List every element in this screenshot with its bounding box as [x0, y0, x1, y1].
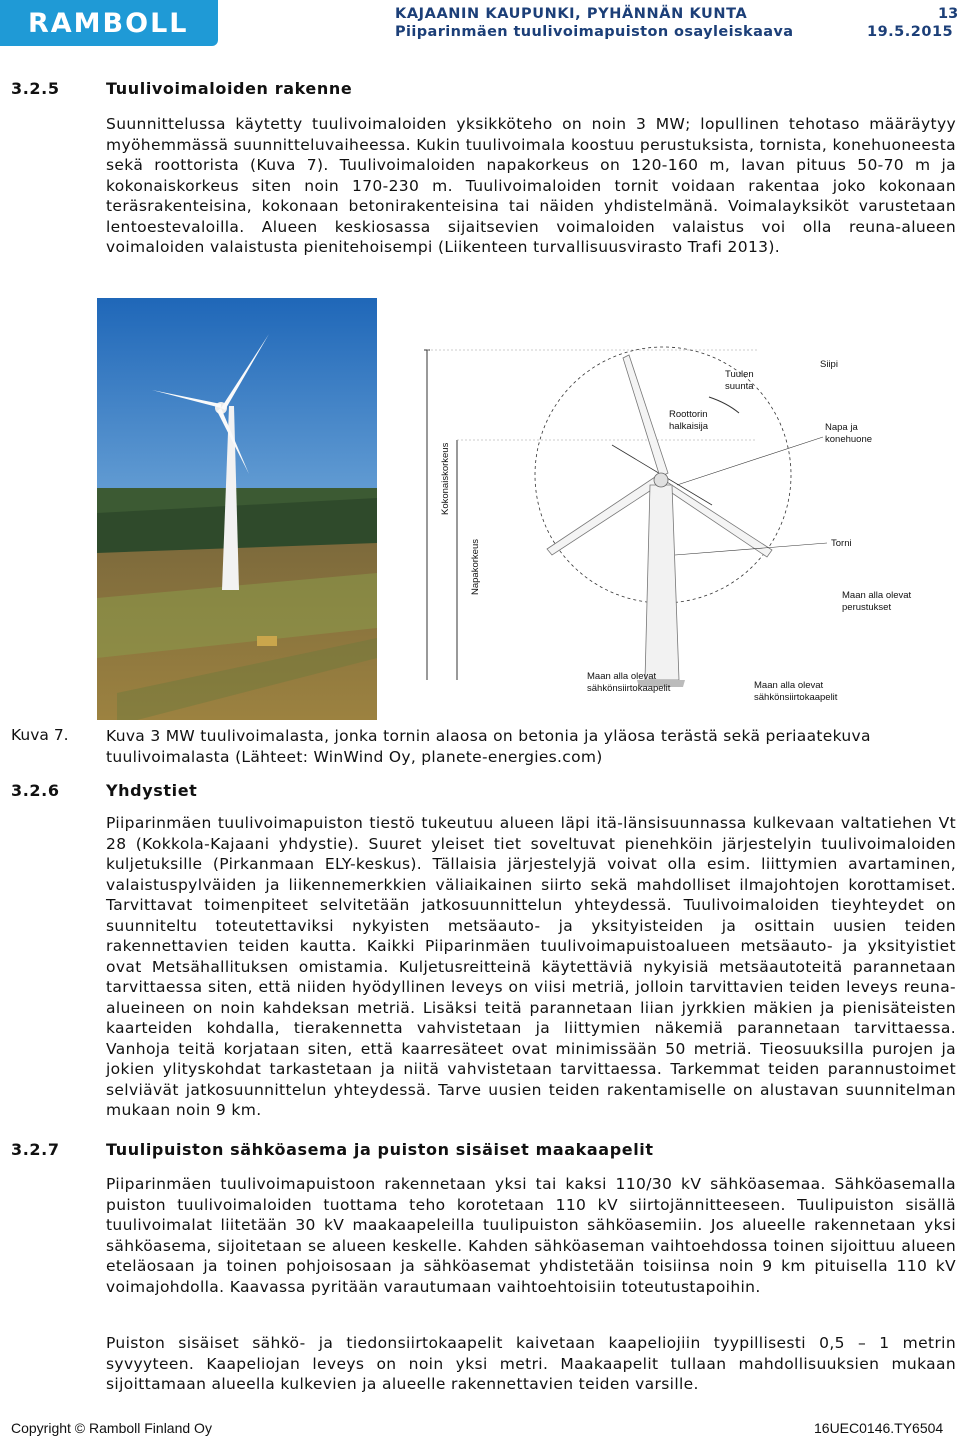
figure-caption: Kuva 3 MW tuulivoimalasta, jonka tornin alaosa on betonia ja yläosa terästä sekä periaatekuva tuulivoimalasta (Lähteet: WinWind Oy, planete-energies.com): [106, 727, 871, 766]
section-paragraph: Puiston sisäiset sähkö- ja tiedonsiirtokaapelit kaivetaan kaapeliojiin tyypillisesti 0,5 – 1 metrin syvyyteen. Kaapeliojan leveys on noin yksi metri. Maakaapelit tullaan mahdollisuuksien mukaan sijoittamaan alueella kulkevien ja alueelle rakennettavien teiden varsille.: [106, 1334, 956, 1393]
label-cables-right-1: Maan alla olevat: [754, 680, 824, 691]
wind-turbine-diagram: [427, 345, 912, 707]
label-wind-2: suunta: [725, 381, 754, 392]
section-paragraph: Suunnittelussa käytetty tuulivoimaloiden yksikköteho on noin 3 MW; lopullinen tehotaso määräytyy myöhemmässä suunnitteluvaiheessa. Kukin tuulivoimala koostuu perustuksista, tornista, konehuoneesta sekä roottorista (Kuva 7). Tuulivoimaloiden napakorkeus on 120-160 m, lavan pituus 50-70 m ja kokonaiskorkeus siten noin 170-230 m. Tuulivoimaloiden tornit voidaan rakentaa joko kokonaan teräsrakenteisina, kokonaan betonirakenteisina tai näiden yhdistelmänä. Voimalayksiköt varustetaan lentoestevaloilla. Alueen keskiosassa sijaitsevien voimaloiden valaistus voi olla reuna-alueen voimaloiden valaistusta pienitehoisempi (Liikenteen turvallisuusvirasto Trafi 2013).: [106, 115, 956, 256]
label-hub-height: Napakorkeus: [470, 539, 481, 595]
section-number: 3.2.6: [11, 781, 60, 800]
section-number: 3.2.7: [11, 1140, 60, 1159]
wind-turbine-photo: [97, 298, 377, 720]
header-date: 19.5.2015: [867, 24, 954, 40]
section-number: 3.2.5: [11, 79, 60, 98]
header-subtitle: Piiparinmäen tuulivoimapuiston osayleiskaava: [395, 24, 794, 40]
label-foundations-2: perustukset: [842, 602, 892, 613]
label-cables-left-1: Maan alla olevat: [587, 671, 657, 682]
header-title: KAJAANIN KAUPUNKI, PYHÄNNÄN KUNTA: [395, 6, 748, 22]
label-hub-2: konehuone: [825, 434, 873, 445]
section-paragraph: Piiparinmäen tuulivoimapuistoon rakennetaan yksi tai kaksi 110/30 kV sähköasemaa. Sähköasemalla puiston tuulivoimaloiden tuottama teho korotetaan 110 kV siirtojännitteeseen. Tuulipuiston sisällä tuulivoimalat liitetään 30 kV maakaapeleilla tuulipuiston sähköasemiin. Jos alueelle rakennetaan yksi sähköasema, sijoitetaan se alueen keskelle. Kahden sähköaseman vaihtoehdossa toinen sijoittuu alueen eteläosaan ja toinen pohjoisosaan ja sähköasemat yhdistetään toisiinsa noin 9 km pituisella 110 kV voimajohdolla. Kaavassa pyritään varautumaan vaihtoehtoisiin toteutustapoihin.: [106, 1175, 956, 1296]
footer-copyright: Copyright © Ramboll Finland Oy: [11, 1420, 212, 1436]
footer-doc-id: 16UEC0146.TY6504: [814, 1420, 944, 1436]
label-rotor-1: Roottorin: [669, 409, 708, 420]
logo-text: RAMBOLL: [28, 8, 189, 39]
label-rotor-2: halkaisija: [669, 421, 709, 432]
section-title: Yhdystiet: [106, 781, 198, 800]
label-blade: Siipi: [820, 359, 838, 370]
label-hub-1: Napa ja: [825, 422, 858, 433]
label-cables-left-2: sähkönsiirtokaapelit: [587, 683, 671, 694]
ramboll-logo: [0, 0, 218, 46]
label-total-height: Kokonaiskorkeus: [440, 442, 451, 515]
section-title: Tuulipuiston sähköasema ja puiston sisäiset maakaapelit: [106, 1140, 654, 1159]
label-wind-1: Tuulen: [725, 369, 754, 380]
page-number: 13: [938, 6, 959, 22]
section-title: Tuulivoimaloiden rakenne: [106, 79, 353, 98]
label-foundations-1: Maan alla olevat: [842, 590, 912, 601]
label-cables-right-2: sähkönsiirtokaapelit: [754, 692, 838, 703]
label-tower: Torni: [831, 538, 852, 549]
section-paragraph: Piiparinmäen tuulivoimapuiston tiestö tukeutuu alueen läpi itä-länsisuunnassa kulkevaan valtatiehen Vt 28 (Kokkola-Kajaani yhdystie). Suuret yleiset tiet soveltuvat pienehköin järjestelyin tuulivoimaloiden kuljetuksille (Pirkanmaan ELY-keskus). Tällaisia järjestelyjä voivat olla esim. liittymien avartaminen, valaistuspylväiden ja liikennemerkkien väliaikainen siirto sekä mahdolliset ilmajohtojen korottamiset. Tarvittavat toimenpiteet selvitetään jatkosuunnittelun yhteydessä. Tuulivoimaloiden tieyhteydet on suunniteltu toteutettaviksi nykyisten metsäauto- ja yksityisteiden ja osittain uusien teiden rakennettavien teiden kautta. Kaikki Piiparinmäen tuulivoimapuistoalueen metsäauto- ja yksityistiet ovat Metsähallituksen omistamia. Kuljetusreitteinä käytettäviä nykyisiä metsäautoteitä parannetaan tarvittaessa siten, että niiden hyödyllinen leveys on viisi metriä, jolloin tarvittavien teiden leveys reuna-alueineen on noin kahdeksan metriä. Lisäksi teitä parannetaan liian jyrkkien mäkien ja pienisäteisten kaarteiden kohdalla, tierakennetta vahvistetaan ja liittymien näkemiä parannetaan tarvittaessa. Vanhoja teitä korjataan siten, että kaarresäteet ovat minimissään 50 metriä. Tieosuuksilla purojen ja jokien ylityskohdat tarkastetaan ja niitä vahvistetaan tarvittaessa. Tarkemmat teiden parannustoimet selviävät jatkosuunnittelun yhteydessä. Tarve uusien teiden rakentamiselle on alustavan suunnitelman mukaan noin 9 km.: [106, 814, 956, 1119]
figure-label: Kuva 7.: [11, 726, 69, 744]
